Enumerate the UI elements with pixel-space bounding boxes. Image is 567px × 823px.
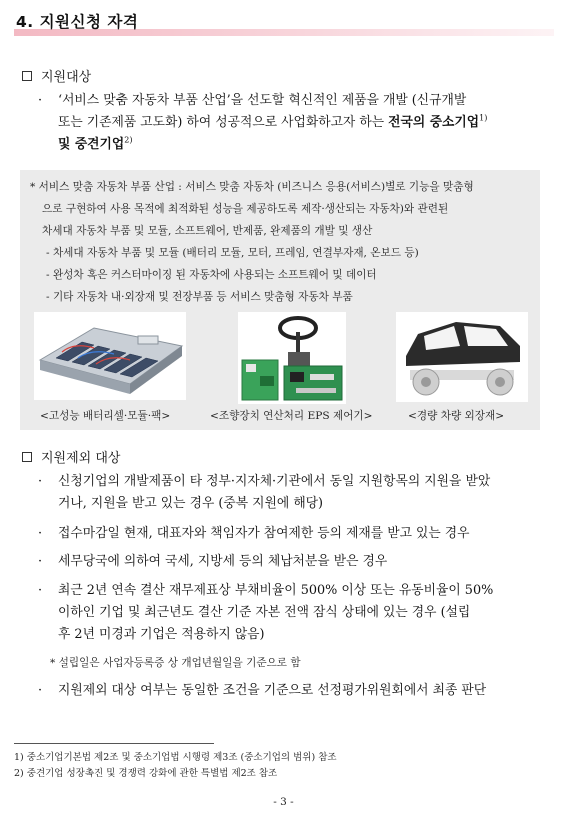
note-line: * 서비스 맞춤 자동차 부품 산업 : 서비스 맞춤 자동차 (비즈니스 응용(서비스)별로 기능을 맞춤형 <box>30 181 474 193</box>
steering-controller-icon <box>238 312 346 404</box>
exclusion-bullet <box>38 680 548 702</box>
bullet-dot-icon: · <box>38 583 43 598</box>
bullet-line: 지원제외 대상 여부는 동일한 조건을 기준으로 선정평가위원회에서 최종 판단 <box>58 683 487 698</box>
image-caption: <고성능 배터리셀·모듈·팩> <box>40 410 171 422</box>
checkbox-square-icon <box>22 71 32 81</box>
bullet-line: 이하인 기업 및 최근년도 결산 기준 자본 전액 잠식 상태에 있는 경우 (설립 <box>58 605 471 620</box>
section-exclusion <box>22 447 120 466</box>
eps-controller-image <box>238 312 346 404</box>
bullet-line: 세무당국에 의하여 국세, 지방세 등의 체납처분을 받은 경우 <box>58 554 388 569</box>
checkbox-square-icon <box>22 452 32 462</box>
footnote: 2) 중견기업 성장촉진 및 경쟁력 강화에 관한 특별법 제2조 참조 <box>14 768 278 779</box>
bullet-line: 및 중견기업$^{2)}$ <box>58 135 133 152</box>
footnote-divider <box>14 743 214 744</box>
exclusion-bullet <box>38 523 548 545</box>
note-line: - 기타 자동차 내·외장재 및 전장부품 등 서비스 맞춤형 자동차 부품 <box>46 291 353 303</box>
bullet-line: 거나, 지원을 받고 있는 경우 (중복 지원에 해당) <box>58 496 324 511</box>
bullet-line: ‘서비스 맞춤 자동차 부품 산업’을 선도할 혁신적인 제품을 개발 (신규개발 <box>58 93 467 108</box>
definition-note-box <box>20 170 540 430</box>
bullet-line: 접수마감일 현재, 대표자와 책임자가 참여제한 등의 제재를 받고 있는 경우 <box>58 526 470 541</box>
section-heading: 지원제외 대상 <box>41 451 121 466</box>
battery-pack-icon <box>34 312 186 400</box>
footnote: 1) 중소기업기본법 제2조 및 중소기업법 시행령 제3조 (중소기업의 범위) 참조 <box>14 752 337 763</box>
title-text: 4. 지원신청 자격 <box>16 13 139 31</box>
car-frame-icon <box>396 312 528 402</box>
note-line: 으로 구현하여 사용 목적에 최적화된 성능을 제공하도록 제작·생산되는 자동차)와 관련된 <box>42 203 449 215</box>
exclusion-bullet <box>38 551 548 573</box>
battery-pack-image <box>34 312 186 400</box>
support-target-bullet <box>38 90 548 156</box>
exclusion-bullet <box>38 580 548 646</box>
section-support-target <box>22 66 91 85</box>
image-caption: <조향장치 연산처리 EPS 제어기> <box>210 410 373 422</box>
bullet-line: 후 2년 미경과 기업은 적용하지 않음) <box>58 627 265 642</box>
establishment-date-note: * 설립일은 사업자등록증 상 개업년월일을 기준으로 함 <box>50 657 301 669</box>
bullet-dot-icon: · <box>38 93 43 108</box>
exclusion-bullet <box>38 471 548 515</box>
bullet-dot-icon: · <box>38 526 43 541</box>
section-heading: 지원대상 <box>41 70 92 85</box>
vehicle-frame-image <box>396 312 528 402</box>
image-caption: <경량 차량 외장재> <box>408 410 505 422</box>
page-number: - 3 - <box>273 796 294 808</box>
bullet-line: 또는 기존제품 고도화) 하여 성공적으로 사업화하고자 하는 전국의 중소기업$^{1)}$ <box>58 113 488 130</box>
section-title <box>14 10 554 36</box>
bullet-dot-icon: · <box>38 683 43 698</box>
note-line: 차세대 자동차 부품 및 모듈, 소프트웨어, 반제품, 완제품의 개발 및 생산 <box>42 225 373 237</box>
bullet-dot-icon: · <box>38 554 43 569</box>
note-line: - 차세대 자동차 부품 및 모듈 (배터리 모듈, 모터, 프레임, 연결부자재, 온보드 등) <box>46 247 419 259</box>
bullet-dot-icon: · <box>38 474 43 489</box>
bullet-line: 신청기업의 개발제품이 타 정부·지자체·기관에서 동일 지원항목의 지원을 받았 <box>58 474 491 489</box>
bullet-line: 최근 2년 연속 결산 재무제표상 부채비율이 500% 이상 또는 유동비율이 50% <box>58 583 494 598</box>
note-line: - 완성차 혹은 커스터마이징 된 자동차에 사용되는 소프트웨어 및 데이터 <box>46 269 377 281</box>
